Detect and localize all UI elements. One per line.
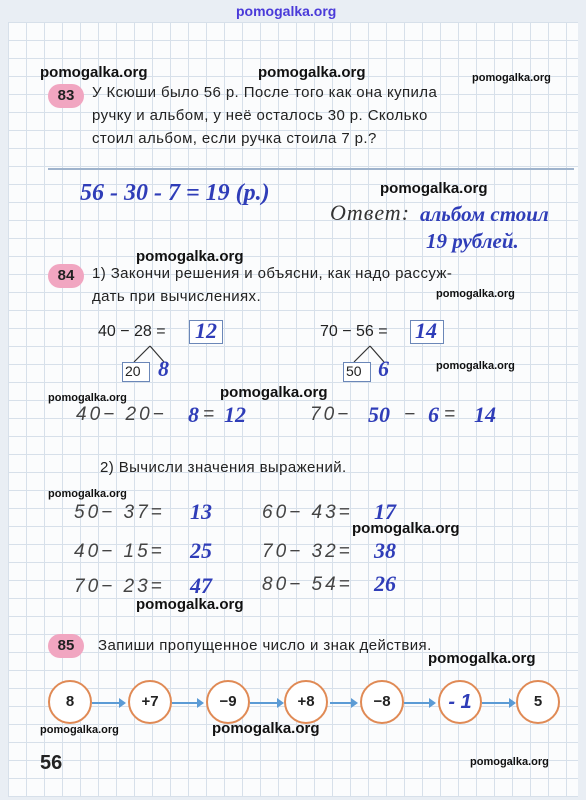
task-number-badge: 85 <box>48 634 84 658</box>
answer-text: альбом стоил <box>420 202 549 226</box>
task-number-badge: 84 <box>48 264 84 288</box>
worked-line-printed: 40− 20− <box>76 404 167 425</box>
chain-node: +7 <box>128 680 172 724</box>
watermark: pomogalka.org <box>48 392 127 404</box>
task-text-line: стоил альбом, если ручка стоила 7 р.? <box>92 130 377 147</box>
task-text-line: дать при вычислениях. <box>92 288 262 305</box>
expression-answer: 47 <box>190 573 212 598</box>
watermark: pomogalka.org <box>40 724 119 736</box>
answer-value: 12 <box>195 318 217 343</box>
expression-answer: 17 <box>374 499 396 524</box>
worked-line-equals: = <box>203 404 218 425</box>
task-text-line: ручку и альбом, у неё осталось 30 р. Сколько <box>92 107 428 124</box>
example-left: 70 − 56 = <box>320 323 388 340</box>
worked-line-answer: 8 <box>188 402 199 427</box>
split-answer: 6 <box>378 356 389 381</box>
expression-printed: 60− 43= <box>262 502 353 523</box>
watermark: pomogalka.org <box>136 596 244 613</box>
task-text-line: У Ксюши было 56 р. После того как она купила <box>92 84 438 101</box>
chain-node: −9 <box>206 680 250 724</box>
watermark: pomogalka.org <box>40 64 148 81</box>
watermark: pomogalka.org <box>352 520 460 537</box>
split-value: 50 <box>346 363 362 379</box>
split-answer: 8 <box>158 356 169 381</box>
task-text <box>92 262 452 308</box>
task-text-line: 1) Закончи решения и объясни, как надо рассуж- <box>92 265 453 282</box>
answer-text: 19 рублей. <box>426 229 519 253</box>
chain-arrow <box>482 702 514 704</box>
answer-label: Ответ: <box>330 200 411 225</box>
chain-node: −8 <box>360 680 404 724</box>
worked-line-answer: 50 <box>368 402 390 427</box>
expression-printed: 50− 37= <box>74 502 165 523</box>
solution-expression: 56 - 30 - 7 = 19 (р.) <box>80 180 270 206</box>
task-text: Запиши пропущенное число и знак действия. <box>98 637 432 654</box>
watermark: pomogalka.org <box>380 180 488 197</box>
expression-answer: 26 <box>374 571 396 596</box>
worked-line-equals: = <box>444 404 459 425</box>
worked-line-minus: − <box>404 404 419 425</box>
task-subtitle: 2) Вычисли значения выражений. <box>100 459 347 476</box>
watermark: pomogalka.org <box>236 3 337 19</box>
chain-arrow <box>330 702 356 704</box>
expression-answer: 13 <box>190 499 212 524</box>
watermark: pomogalka.org <box>472 72 551 84</box>
chain-node: +8 <box>284 680 328 724</box>
expression-printed: 80− 54= <box>262 574 353 595</box>
split-value: 20 <box>125 363 141 379</box>
expression-printed: 70− 23= <box>74 576 165 597</box>
task-text <box>92 81 437 150</box>
example-left: 40 − 28 = <box>98 323 166 340</box>
worked-line-answer: 14 <box>474 402 496 427</box>
expression-answer: 38 <box>374 538 396 563</box>
watermark: pomogalka.org <box>436 288 515 300</box>
watermark: pomogalka.org <box>428 650 536 667</box>
chain-node: 5 <box>516 680 560 724</box>
watermark: pomogalka.org <box>212 720 320 737</box>
worked-line-printed: 70− <box>310 404 352 425</box>
chain-node-answer: - 1 <box>438 680 482 724</box>
task-number-badge: 83 <box>48 84 84 108</box>
watermark: pomogalka.org <box>220 384 328 401</box>
expression-printed: 40− 15= <box>74 541 165 562</box>
watermark: pomogalka.org <box>48 488 127 500</box>
worked-line-answer: 12 <box>224 402 246 427</box>
watermark: pomogalka.org <box>470 756 549 768</box>
watermark: pomogalka.org <box>258 64 366 81</box>
expression-answer: 25 <box>190 538 212 563</box>
answer-value: 14 <box>415 318 437 343</box>
watermark: pomogalka.org <box>436 360 515 372</box>
chain-node: 8 <box>48 680 92 724</box>
chain-arrow <box>404 702 434 704</box>
watermark: pomogalka.org <box>136 248 244 265</box>
page-number: 56 <box>40 752 63 774</box>
chain-arrow <box>172 702 202 704</box>
divider <box>48 168 574 170</box>
chain-arrow <box>92 702 124 704</box>
expression-printed: 70− 32= <box>262 541 353 562</box>
chain-arrow <box>250 702 282 704</box>
worked-line-answer: 6 <box>428 402 439 427</box>
